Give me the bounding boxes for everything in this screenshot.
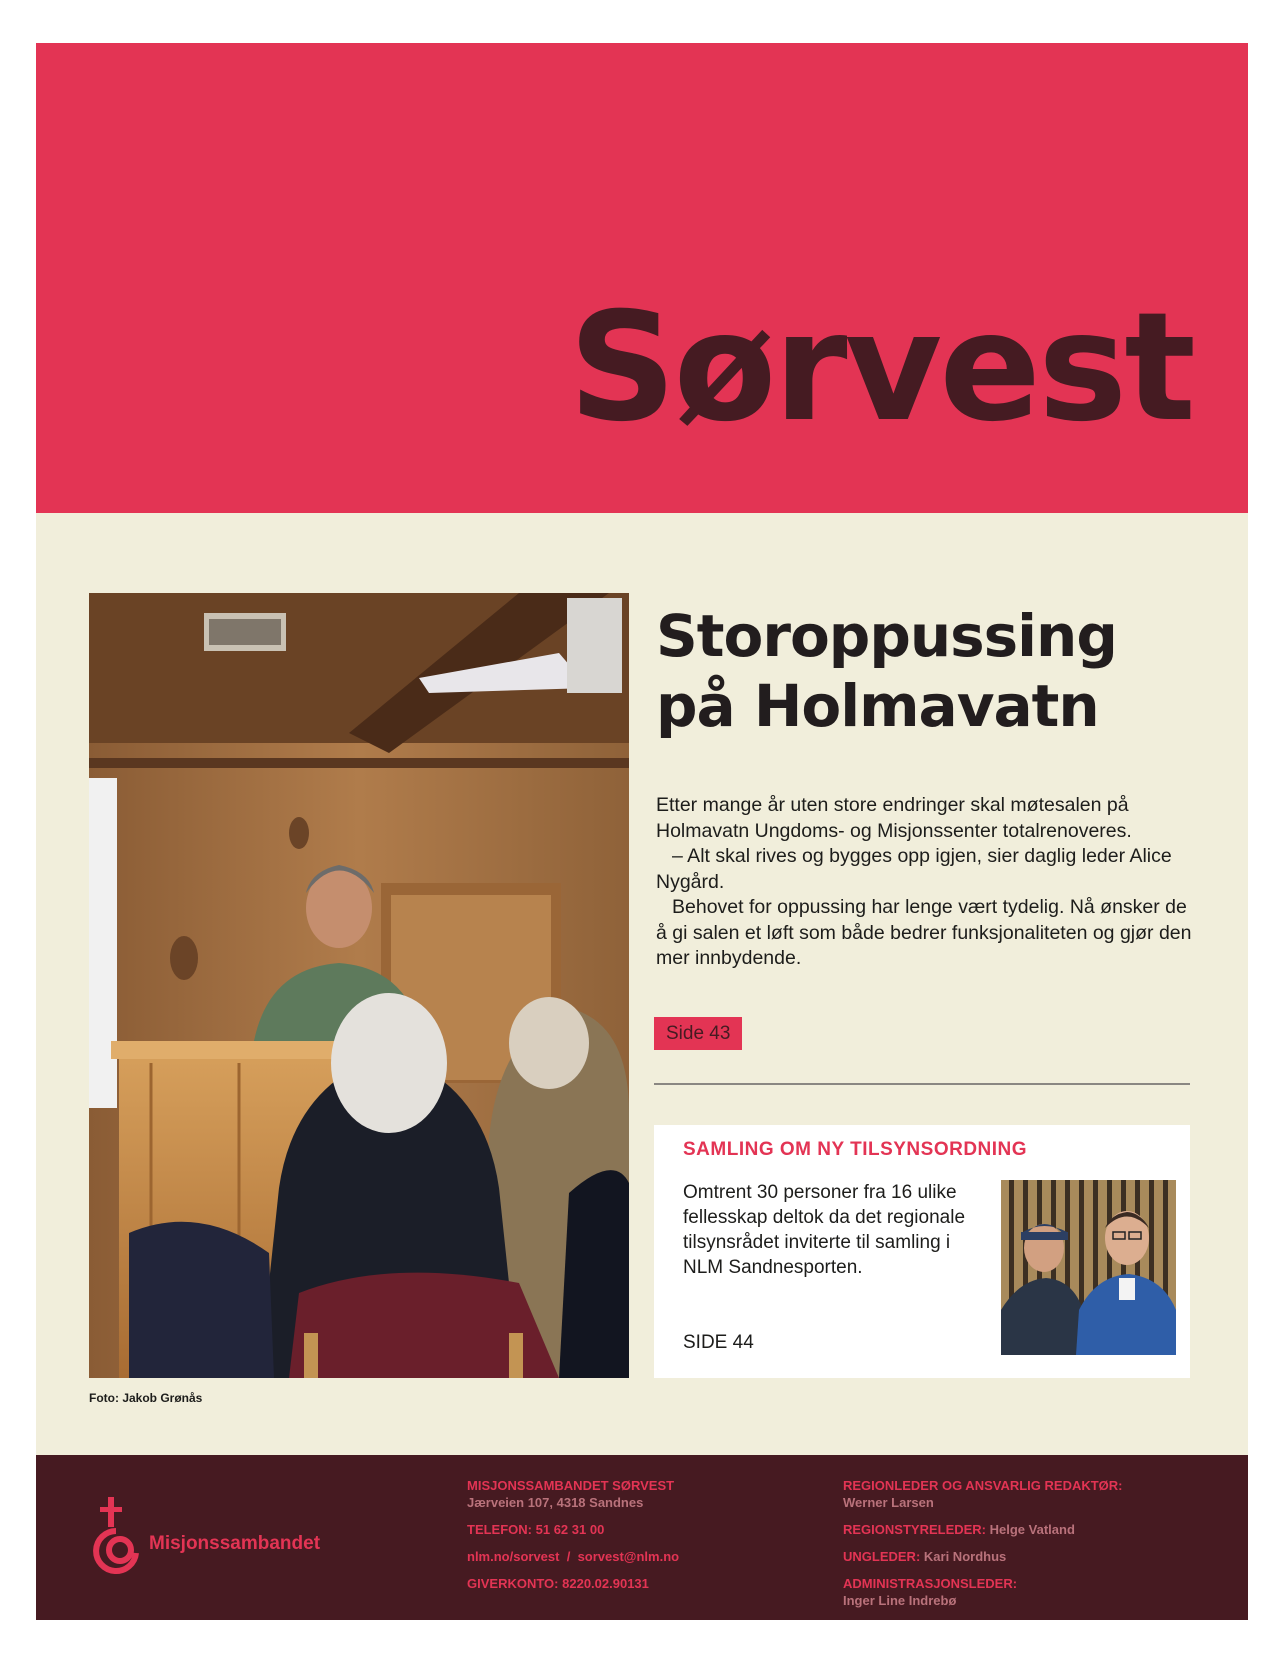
masthead (36, 43, 1248, 513)
account-label: GIVERKONTO: (467, 1576, 559, 1591)
board-leader-label: REGIONSTYRELEDER: (843, 1522, 987, 1537)
headline-line-2: på Holmavatn (656, 672, 1099, 740)
two-men-image (1001, 1180, 1176, 1355)
account-line (467, 1575, 797, 1592)
article-headline (656, 601, 1216, 741)
board-leader-name: Helge Vatland (989, 1522, 1075, 1537)
footer (36, 1455, 1248, 1620)
youth-leader-label: UNGLEDER: (843, 1549, 921, 1564)
teaser-box[interactable] (654, 1125, 1190, 1378)
regional-leader-label: REGIONLEDER OG ANSVARLIG REDAKTØR: (843, 1478, 1123, 1493)
phone-line (467, 1521, 797, 1538)
phone-label: TELEFON: (467, 1522, 532, 1537)
admin-leader-name: Inger Line Indrebø (843, 1593, 957, 1608)
website-link[interactable]: nlm.no/sorvest (467, 1549, 560, 1564)
youth-leader-name: Kari Nordhus (923, 1549, 1007, 1564)
masthead-title: Sørvest (568, 281, 1193, 455)
teaser-text: Omtrent 30 personer fra 16 ulike fellesskap deltok da det regionale tilsynsrådet inviterte til samling i NLM Sandnesporten. (683, 1182, 966, 1278)
misjonssambandet-logo[interactable] (86, 1495, 336, 1577)
teaser-page-link[interactable]: SIDE 44 (683, 1332, 754, 1353)
staff-info (843, 1477, 1203, 1609)
divider (654, 1083, 1190, 1085)
speaker-at-lectern-image (89, 593, 629, 1378)
article-page-link[interactable]: Side 43 (654, 1017, 742, 1050)
logo-text: Misjonssambandet (149, 1533, 321, 1554)
teaser-photo (1001, 1180, 1176, 1355)
lead-paragraph: Behovet for oppussing har lenge vært tydelig. Nå ønsker de å gi salen et løft som både bedrer funksjonaliteten og gjør den mer innbydende. (656, 896, 1192, 969)
misjonssambandet-logo-icon (86, 1495, 142, 1577)
article-photo (89, 593, 629, 1378)
separator: / (566, 1549, 571, 1564)
regional-leader-name: Werner Larsen (843, 1495, 934, 1510)
web-email-line (467, 1548, 797, 1565)
admin-leader-label: ADMINISTRASJONSLEDER: (843, 1576, 1018, 1591)
account-number: 8220.02.90131 (562, 1576, 649, 1591)
youth-leader-line (843, 1548, 1203, 1565)
contact-info (467, 1477, 797, 1592)
email-link[interactable]: sorvest@nlm.no (577, 1549, 680, 1564)
photo-credit: Foto: Jakob Grønås (89, 1391, 203, 1405)
headline-line-1: Storoppussing (656, 602, 1117, 670)
phone-number[interactable]: 51 62 31 00 (535, 1522, 605, 1537)
lead-paragraph: – Alt skal rives og bygges opp igjen, sier daglig leder Alice Nygård. (656, 845, 1172, 893)
teaser-kicker: SAMLING OM NY TILSYNSORDNING (683, 1139, 1028, 1160)
org-address: Jærveien 107, 4318 Sandnes (467, 1495, 644, 1510)
board-leader-line (843, 1521, 1203, 1538)
lead-paragraph: Etter mange år uten store endringer skal møtesalen på Holmavatn Ungdoms- og Misjonssenter totalrenoveres. (656, 794, 1132, 842)
article-lead (656, 793, 1196, 972)
front-page-content (36, 513, 1248, 1455)
org-name: MISJONSSAMBANDET SØRVEST (467, 1478, 675, 1493)
